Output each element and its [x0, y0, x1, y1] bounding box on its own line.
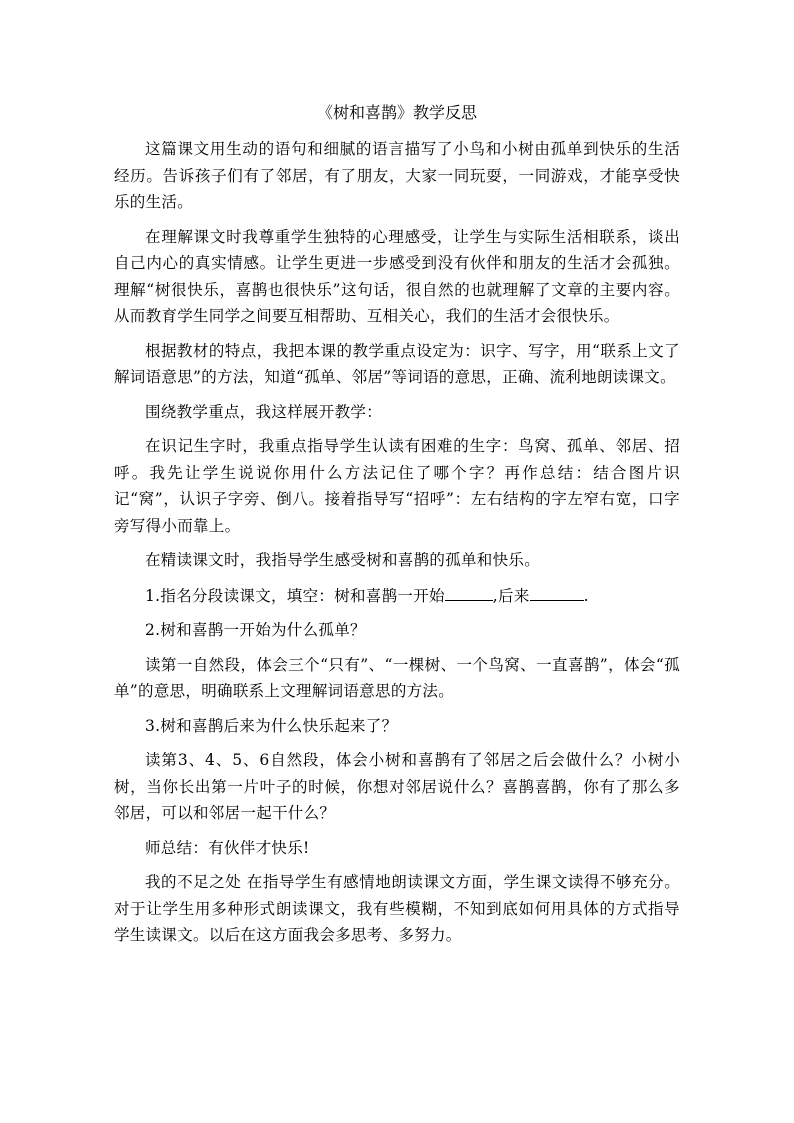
paragraph-intensive-reading: 在精读课文时，我指导学生感受树和喜鹊的孤单和快乐。 — [145, 551, 541, 569]
paragraph-fill-in-blank — [114, 582, 680, 610]
blank-line-2 — [530, 582, 584, 601]
document-title: 《树和喜鹊》教学反思 — [316, 103, 477, 122]
paragraph-key-points: 根据教材的特点，我把本课的教学重点设定为：识字、写字，用“联系上文了解词语意思”的方法，知道“孤单、邻居”等词语的意思，正确、流利地朗读课文。 — [114, 341, 680, 386]
blank-line-1 — [445, 582, 493, 601]
paragraph-understanding: 在理解课文时我尊重学生独特的心理感受，让学生与实际生活相联系，谈出自己内心的真实情感。让学生更进一步感受到没有伙伴和朋友的生活才会孤独。理解“树很快乐，喜鹊也很快乐”这句话，很自然的也就理解了文章的主要内容。从而教育学生同学之间要互相帮助、互相关心，我们的生活才会很快乐。 — [114, 227, 680, 325]
fill-suffix: . — [583, 586, 589, 605]
document-page — [114, 98, 680, 957]
paragraph-question-2: 2.树和喜鹊一开始为什么孤单？ — [145, 621, 366, 639]
paragraph-answer-3: 读第3、4、5、6自然段，体会小树和喜鹊有了邻居之后会做什么？小树小树，当你长出第一片叶子的时候，你想对邻居说什么？喜鹊喜鹊，你有了那么多邻居，可以和邻居一起干什么？ — [114, 751, 680, 822]
paragraph-question-3: 3.树和喜鹊后来为什么快乐起来了？ — [145, 716, 398, 735]
paragraph-teaching-approach: 围绕教学重点，我这样展开教学： — [145, 402, 383, 421]
fill-middle: ,后来 — [492, 586, 530, 605]
paragraph-intro: 这篇课文用生动的语句和细腻的语言描写了小鸟和小树由孤单到快乐的生活经历。告诉孩子们有了邻居，有了朋友，大家一同玩耍，一同游戏，才能享受快乐的生活。 — [114, 140, 680, 211]
paragraph-shortcomings: 我的不足之处 在指导学生有感情地朗读课文方面，学生课文读得不够充分。对于让学生用多种形式朗读课文，我有些模糊，不知到底如何用具体的方式指导学生读课文。以后在这方面我会多思考、多努力。 — [114, 873, 680, 944]
paragraph-character-learning: 在识记生字时，我重点指导学生认读有困难的生字：鸟窝、孤单、邻居、招呼。我先让学生说说你用什么方法记住了哪个字？再作总结：结合图片识记“窝”，认识子字旁、倒八。接着指导写“招呼”：左右结构的字左窄右宽，口字旁写得小而靠上。 — [114, 437, 680, 535]
paragraph-teacher-summary: 师总结：有伙伴才快乐! — [145, 838, 310, 857]
fill-prefix: 1.指名分段读课文，填空：树和喜鹊一开始 — [145, 586, 445, 605]
paragraph-answer-2: 读第一自然段，体会三个“只有”、“一棵树、一个鸟窝、一直喜鹊”，体会“孤单”的意思，明确联系上文理解词语意思的方法。 — [114, 655, 680, 700]
